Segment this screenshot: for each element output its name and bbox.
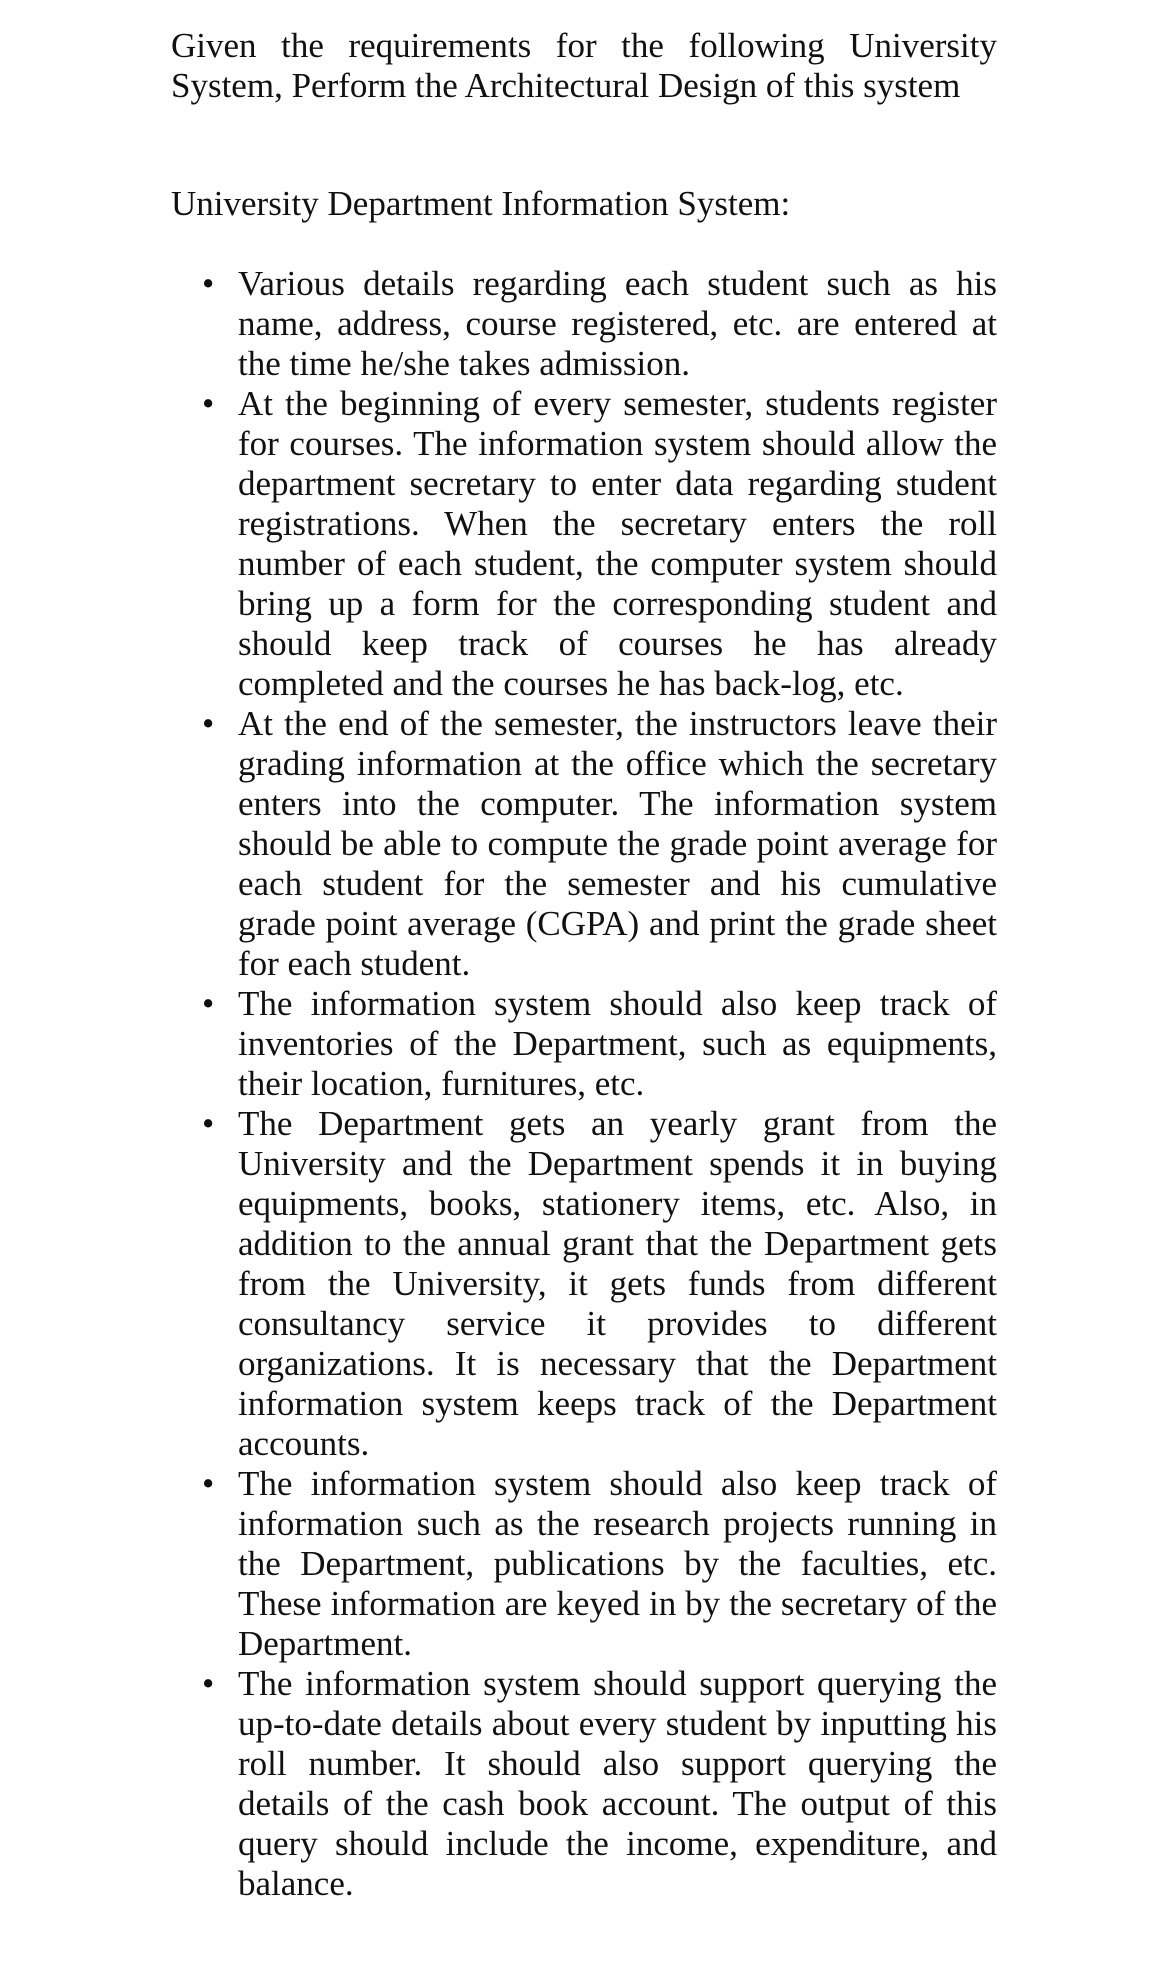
requirement-text: The information system should also keep track of information such as the research projects running in the Department, publications by the faculties, etc. These information are keyed in by the secretary of the Department.	[238, 1464, 997, 1663]
requirement-item	[202, 1464, 997, 1664]
requirement-item	[202, 1104, 997, 1464]
requirement-item	[202, 704, 997, 984]
requirement-item	[202, 264, 997, 384]
task-instruction: Given the requirements for the following University System, Perform the Architectural Design of this system	[171, 26, 997, 105]
bullet-icon: •	[202, 1104, 215, 1143]
requirements-list	[171, 264, 997, 1904]
requirement-text: At the end of the semester, the instructors leave their grading information at the office which the secretary enters into the computer. The information system should be able to compute the grade point average for each student for the semester and his cumulative grade point average (CGPA) and print the grade sheet for each student.	[238, 704, 997, 983]
bullet-icon: •	[202, 984, 215, 1023]
requirement-text: The Department gets an yearly grant from the University and the Department spends it in buying equipments, books, stationery items, etc. Also, in addition to the annual grant that the Department gets from the University, it gets funds from different consultancy service it provides to different organizations. It is necessary that the Department information system keeps track of the Department accounts.	[238, 1104, 997, 1463]
requirement-text: The information system should support querying the up-to-date details about every student by inputting his roll number. It should also support querying the details of the cash book account. The output of this query should include the income, expenditure, and balance.	[238, 1664, 997, 1903]
requirement-text: The information system should also keep track of inventories of the Department, such as equipments, their location, furnitures, etc.	[238, 984, 997, 1103]
document-page	[171, 26, 997, 1904]
bullet-icon: •	[202, 384, 215, 423]
requirement-item	[202, 384, 997, 704]
requirement-text: At the beginning of every semester, students register for courses. The information system should allow the department secretary to enter data regarding student registrations. When the secretary enters the roll number of each student, the computer system should bring up a form for the corresponding student and should keep track of courses he has already completed and the courses he has back-log, etc.	[238, 384, 997, 703]
bullet-icon: •	[202, 1464, 215, 1503]
bullet-icon: •	[202, 704, 215, 743]
requirement-item	[202, 984, 997, 1104]
bullet-icon: •	[202, 1664, 215, 1703]
requirement-text: Various details regarding each student such as his name, address, course registered, etc. are entered at the time he/she takes admission.	[238, 264, 997, 383]
requirement-item	[202, 1664, 997, 1904]
section-title: University Department Information System:	[171, 184, 791, 223]
bullet-icon: •	[202, 264, 215, 303]
